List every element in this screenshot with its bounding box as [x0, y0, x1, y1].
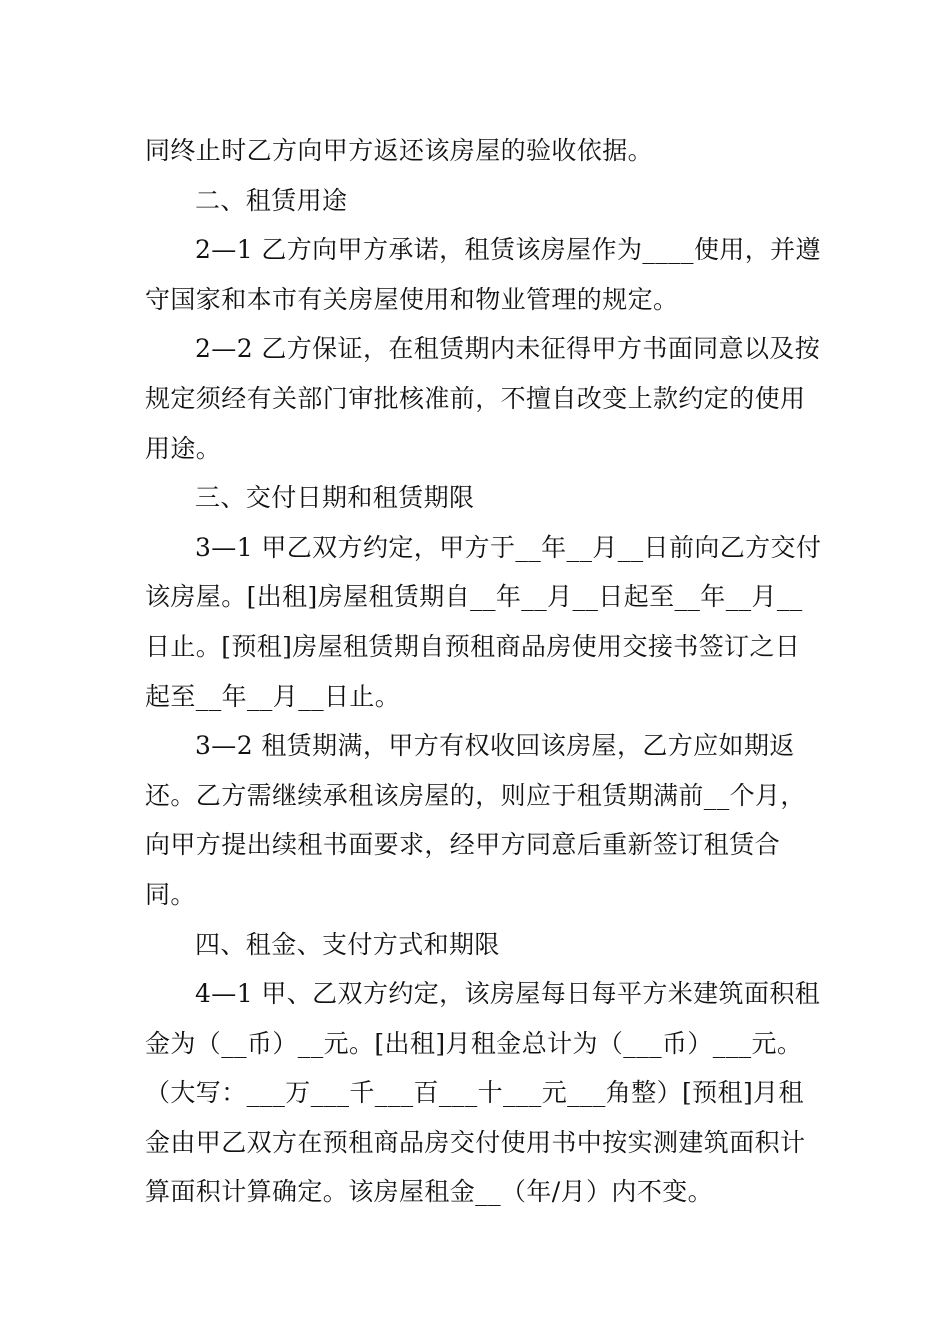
document-body	[145, 126, 825, 1217]
clause-4-1: 4—1 甲、乙双方约定，该房屋每日每平方米建筑面积租金为（__币）__元。[出租]月租金总计为（___币）___元。（大写：___万___千___百___十___元___角整）[预租]月租金由甲乙双方在预租商品房交付使用书中按实测建筑面积计算面积计算确定。该房屋租金__（年/月）内不变。	[145, 979, 821, 1207]
section-heading-2: 二、租赁用途	[195, 185, 348, 215]
clause-3-2: 3—2 租赁期满，甲方有权收回该房屋，乙方应如期返还。乙方需继续承租该房屋的，则应于租赁期满前__个月，向甲方提出续租书面要求，经甲方同意后重新签订租赁合同。	[145, 731, 806, 909]
paragraph-continuation: 同终止时乙方向甲方返还该房屋的验收依据。	[145, 136, 654, 165]
section-heading-4: 四、租金、支付方式和期限	[195, 929, 500, 959]
clause-2-2: 2—2 乙方保证，在租赁期内未征得甲方书面同意以及按规定须经有关部门审批核准前，不擅自改变上款约定的使用用途。	[145, 334, 821, 463]
clause-3-1: 3—1 甲乙双方约定，甲方于__年__月__日前向乙方交付该房屋。[出租]房屋租赁期自__年__月__日起至__年__月__日止。[预租]房屋租赁期自预租商品房使用交接书签订之日起至__年__月__日止。	[145, 532, 822, 711]
clause-2-1: 2—1 乙方向甲方承诺，租赁该房屋作为____使用，并遵守国家和本市有关房屋使用和物业管理的规定。	[145, 235, 821, 314]
section-heading-3: 三、交付日期和租赁期限	[195, 483, 475, 513]
